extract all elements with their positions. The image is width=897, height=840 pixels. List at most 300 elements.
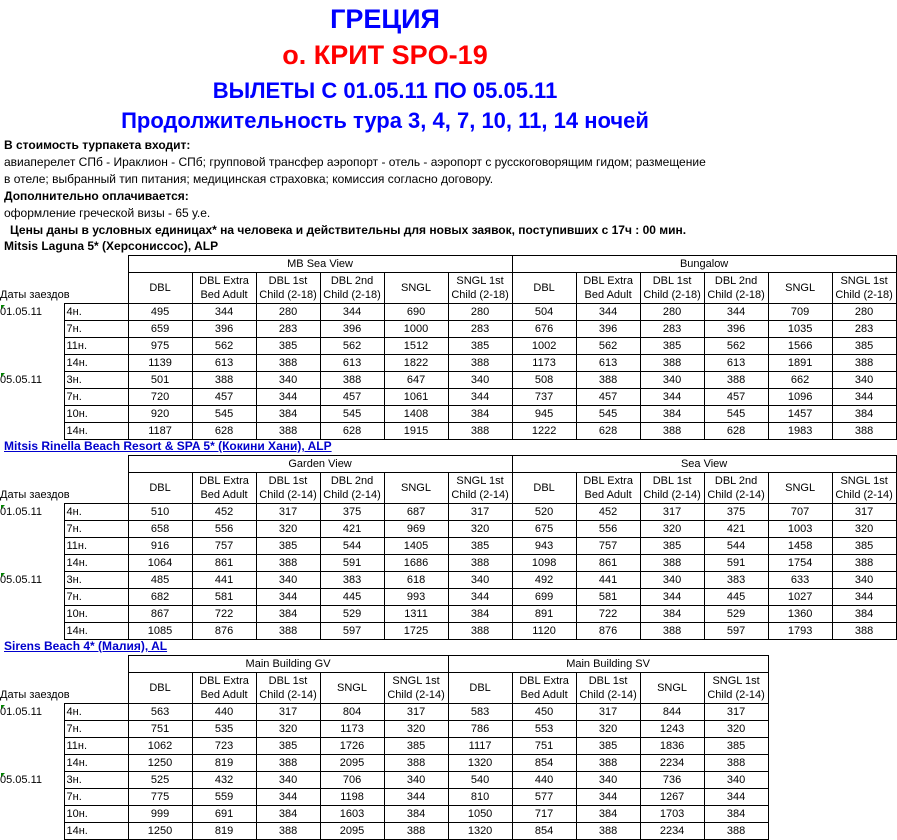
column-header: SNGL 1st Child (2-18) bbox=[832, 273, 896, 304]
column-header: SNGL 1st Child (2-18) bbox=[448, 273, 512, 304]
table-row bbox=[0, 721, 768, 738]
price-cell: 535 bbox=[192, 721, 256, 738]
nights-cell: 3н. bbox=[64, 772, 128, 789]
price-cell: 1311 bbox=[384, 606, 448, 623]
column-header: SNGL 1st Child (2-14) bbox=[704, 673, 768, 704]
column-header: DBL bbox=[448, 673, 512, 704]
column-header-row bbox=[0, 473, 896, 504]
price-cell: 1822 bbox=[384, 355, 448, 372]
price-cell: 385 bbox=[704, 738, 768, 755]
price-cell: 540 bbox=[448, 772, 512, 789]
price-cell: 722 bbox=[576, 606, 640, 623]
price-cell: 1173 bbox=[512, 355, 576, 372]
arrival-date bbox=[0, 704, 64, 772]
column-header: DBL 1st Child (2-14) bbox=[640, 473, 704, 504]
room-type-header: Main Building SV bbox=[448, 656, 768, 673]
price-cell: 317 bbox=[256, 504, 320, 521]
table-row bbox=[0, 606, 896, 623]
dates-label: Даты заездов bbox=[0, 289, 70, 301]
price-cell: 559 bbox=[192, 789, 256, 806]
price-cell: 344 bbox=[704, 304, 768, 321]
price-cell: 2234 bbox=[640, 823, 704, 840]
price-cell: 445 bbox=[704, 589, 768, 606]
price-cell: 2234 bbox=[640, 755, 704, 772]
included-title: В стоимость турпакета входит: bbox=[4, 138, 191, 152]
price-cell: 1512 bbox=[384, 338, 448, 355]
nights-cell: 7н. bbox=[64, 721, 128, 738]
price-cell: 441 bbox=[192, 572, 256, 589]
price-cell: 662 bbox=[768, 372, 832, 389]
price-cell: 388 bbox=[640, 623, 704, 640]
price-cell: 545 bbox=[704, 406, 768, 423]
price-cell: 1408 bbox=[384, 406, 448, 423]
price-cell: 320 bbox=[640, 521, 704, 538]
price-cell: 545 bbox=[320, 406, 384, 423]
nights-cell: 7н. bbox=[64, 321, 128, 338]
price-cell: 317 bbox=[832, 504, 896, 521]
price-cell: 1915 bbox=[384, 423, 448, 440]
price-cell: 388 bbox=[640, 555, 704, 572]
price-cell: 591 bbox=[320, 555, 384, 572]
arrival-date bbox=[0, 304, 64, 372]
nights-cell: 7н. bbox=[64, 789, 128, 806]
price-cell: 628 bbox=[576, 423, 640, 440]
prices-note: Цены даны в условных единицах* на человека и действительны для новых заявок, поступивших с 17ч : 00 мин. bbox=[10, 223, 687, 237]
price-cell: 920 bbox=[128, 406, 192, 423]
price-cell: 340 bbox=[384, 772, 448, 789]
price-cell: 320 bbox=[448, 521, 512, 538]
price-cell: 819 bbox=[192, 755, 256, 772]
price-cell: 388 bbox=[448, 623, 512, 640]
price-cell: 450 bbox=[512, 704, 576, 721]
price-cell: 388 bbox=[192, 372, 256, 389]
price-cell: 1139 bbox=[128, 355, 192, 372]
price-cell: 618 bbox=[384, 572, 448, 589]
price-cell: 1457 bbox=[768, 406, 832, 423]
price-cell: 340 bbox=[704, 772, 768, 789]
price-cell: 388 bbox=[320, 372, 384, 389]
room-type-header: MB Sea View bbox=[128, 256, 512, 273]
price-cell: 344 bbox=[256, 589, 320, 606]
price-cell: 388 bbox=[256, 823, 320, 840]
price-cell: 384 bbox=[832, 406, 896, 423]
price-cell: 1096 bbox=[768, 389, 832, 406]
nights-cell: 11н. bbox=[64, 338, 128, 355]
column-header: DBL 2nd Child (2-18) bbox=[320, 273, 384, 304]
comment-marker-icon bbox=[1, 305, 5, 309]
price-cell: 385 bbox=[832, 338, 896, 355]
arrival-date bbox=[0, 504, 64, 572]
price-cell: 999 bbox=[128, 806, 192, 823]
price-cell: 344 bbox=[320, 304, 384, 321]
price-cell: 1003 bbox=[768, 521, 832, 538]
price-cell: 597 bbox=[704, 623, 768, 640]
price-cell: 384 bbox=[704, 806, 768, 823]
price-cell: 810 bbox=[448, 789, 512, 806]
column-header: SNGL 1st Child (2-14) bbox=[448, 473, 512, 504]
price-cell: 699 bbox=[512, 589, 576, 606]
price-cell: 421 bbox=[704, 521, 768, 538]
price-cell: 1458 bbox=[768, 538, 832, 555]
price-cell: 388 bbox=[832, 555, 896, 572]
arrival-date-value: 01.05.11 bbox=[0, 505, 43, 518]
price-cell: 388 bbox=[256, 423, 320, 440]
column-header: DBL Extra Bed Adult bbox=[512, 673, 576, 704]
price-cell: 344 bbox=[576, 789, 640, 806]
dates-label: Даты заездов bbox=[0, 689, 70, 701]
column-header: DBL Extra Bed Adult bbox=[576, 473, 640, 504]
price-cell: 757 bbox=[192, 538, 256, 555]
price-cell: 1603 bbox=[320, 806, 384, 823]
price-cell: 737 bbox=[512, 389, 576, 406]
arrival-date-value: 05.05.11 bbox=[0, 573, 43, 586]
column-header: DBL bbox=[128, 473, 192, 504]
price-cell: 344 bbox=[448, 589, 512, 606]
price-cell: 628 bbox=[704, 423, 768, 440]
price-cell: 562 bbox=[704, 338, 768, 355]
price-cell: 945 bbox=[512, 406, 576, 423]
price-cell: 385 bbox=[576, 738, 640, 755]
table-row bbox=[0, 738, 768, 755]
hotel-title-0: Mitsis Laguna 5* (Херсониссос), ALP bbox=[4, 239, 219, 253]
price-cell: 1173 bbox=[320, 721, 384, 738]
price-cell: 320 bbox=[704, 721, 768, 738]
price-cell: 556 bbox=[576, 521, 640, 538]
price-cell: 317 bbox=[576, 704, 640, 721]
price-cell: 1120 bbox=[512, 623, 576, 640]
price-cell: 1320 bbox=[448, 823, 512, 840]
price-cell: 388 bbox=[832, 355, 896, 372]
room-type-header: Main Building GV bbox=[128, 656, 448, 673]
price-cell: 613 bbox=[192, 355, 256, 372]
price-cell: 1000 bbox=[384, 321, 448, 338]
price-cell: 501 bbox=[128, 372, 192, 389]
price-cell: 384 bbox=[256, 406, 320, 423]
room-type-header: Garden View bbox=[128, 456, 512, 473]
price-cell: 1703 bbox=[640, 806, 704, 823]
price-cell: 457 bbox=[704, 389, 768, 406]
price-cell: 581 bbox=[576, 589, 640, 606]
nights-cell: 3н. bbox=[64, 372, 128, 389]
price-cell: 320 bbox=[384, 721, 448, 738]
price-cell: 344 bbox=[832, 589, 896, 606]
nights-cell: 14н. bbox=[64, 555, 128, 572]
comment-marker-icon bbox=[1, 773, 5, 777]
price-cell: 388 bbox=[384, 755, 448, 772]
column-header: DBL 1st Child (2-18) bbox=[640, 273, 704, 304]
price-cell: 717 bbox=[512, 806, 576, 823]
price-cell: 1098 bbox=[512, 555, 576, 572]
price-cell: 421 bbox=[320, 521, 384, 538]
price-cell: 751 bbox=[128, 721, 192, 738]
column-header: DBL Extra Bed Adult bbox=[576, 273, 640, 304]
price-cell: 384 bbox=[448, 406, 512, 423]
price-cell: 1983 bbox=[768, 423, 832, 440]
price-cell: 344 bbox=[384, 789, 448, 806]
nights-cell: 14н. bbox=[64, 623, 128, 640]
price-cell: 280 bbox=[256, 304, 320, 321]
price-cell: 563 bbox=[128, 704, 192, 721]
price-cell: 723 bbox=[192, 738, 256, 755]
nights-cell: 11н. bbox=[64, 738, 128, 755]
arrival-date-value: 05.05.11 bbox=[0, 773, 43, 786]
nights-cell: 4н. bbox=[64, 304, 128, 321]
price-cell: 344 bbox=[256, 789, 320, 806]
price-cell: 861 bbox=[576, 555, 640, 572]
price-cell: 344 bbox=[640, 589, 704, 606]
price-cell: 1267 bbox=[640, 789, 704, 806]
price-cell: 344 bbox=[448, 389, 512, 406]
price-cell: 1250 bbox=[128, 755, 192, 772]
nights-cell: 14н. bbox=[64, 755, 128, 772]
price-cell: 492 bbox=[512, 572, 576, 589]
price-cell: 432 bbox=[192, 772, 256, 789]
hotel-title-1[interactable]: Mitsis Rinella Beach Resort & SPA 5* (Кокини Хани), ALP bbox=[4, 439, 332, 453]
price-cell: 675 bbox=[512, 521, 576, 538]
price-cell: 1360 bbox=[768, 606, 832, 623]
table-row bbox=[0, 823, 768, 840]
price-cell: 529 bbox=[704, 606, 768, 623]
column-header: DBL 2nd Child (2-14) bbox=[704, 473, 768, 504]
price-cell: 388 bbox=[448, 423, 512, 440]
table-row bbox=[0, 521, 896, 538]
nights-cell: 14н. bbox=[64, 355, 128, 372]
table-row bbox=[0, 389, 896, 406]
price-cell: 440 bbox=[192, 704, 256, 721]
price-cell: 529 bbox=[320, 606, 384, 623]
column-header: SNGL bbox=[640, 673, 704, 704]
price-cell: 854 bbox=[512, 823, 576, 840]
price-cell: 375 bbox=[320, 504, 384, 521]
extra-line: оформление греческой визы - 65 у.е. bbox=[4, 206, 211, 220]
price-cell: 545 bbox=[192, 406, 256, 423]
price-cell: 384 bbox=[640, 406, 704, 423]
price-cell: 388 bbox=[448, 355, 512, 372]
column-header: SNGL bbox=[384, 473, 448, 504]
price-cell: 577 bbox=[512, 789, 576, 806]
price-cell: 340 bbox=[576, 772, 640, 789]
price-cell: 344 bbox=[704, 789, 768, 806]
included-line-2: в отеле; выбранный тип питания; медицинская страховка; комиссия согласно договору. bbox=[4, 172, 494, 186]
price-cell: 320 bbox=[576, 721, 640, 738]
nights-cell: 7н. bbox=[64, 589, 128, 606]
table-row bbox=[0, 789, 768, 806]
price-cell: 520 bbox=[512, 504, 576, 521]
price-cell: 613 bbox=[704, 355, 768, 372]
room-header-row bbox=[0, 256, 896, 273]
column-header: DBL bbox=[512, 273, 576, 304]
price-cell: 385 bbox=[640, 538, 704, 555]
price-table bbox=[0, 655, 769, 840]
price-cell: 1793 bbox=[768, 623, 832, 640]
table-row bbox=[0, 338, 896, 355]
price-cell: 388 bbox=[832, 623, 896, 640]
price-cell: 1035 bbox=[768, 321, 832, 338]
price-cell: 2095 bbox=[320, 755, 384, 772]
price-cell: 388 bbox=[256, 755, 320, 772]
price-cell: 1836 bbox=[640, 738, 704, 755]
hotel-title-2[interactable]: Sirens Beach 4* (Малия), AL bbox=[4, 639, 168, 653]
comment-marker-icon bbox=[1, 705, 5, 709]
price-cell: 562 bbox=[320, 338, 384, 355]
price-cell: 388 bbox=[384, 823, 448, 840]
price-cell: 340 bbox=[256, 372, 320, 389]
price-cell: 320 bbox=[256, 521, 320, 538]
price-cell: 388 bbox=[576, 823, 640, 840]
included-line-1: авиаперелет СПб - Ираклион - СПб; групповой трансфер аэропорт - отель - аэропорт с русскоговорящим гидом; размещение bbox=[4, 155, 706, 169]
table-row bbox=[0, 755, 768, 772]
departures-heading: ВЫЛЕТЫ С 01.05.11 ПО 05.05.11 bbox=[212, 78, 558, 103]
price-cell: 1405 bbox=[384, 538, 448, 555]
price-cell: 628 bbox=[192, 423, 256, 440]
table-row bbox=[0, 406, 896, 423]
price-cell: 597 bbox=[320, 623, 384, 640]
price-cell: 544 bbox=[320, 538, 384, 555]
table-row bbox=[0, 806, 768, 823]
price-cell: 385 bbox=[256, 738, 320, 755]
price-cell: 385 bbox=[448, 338, 512, 355]
price-cell: 388 bbox=[576, 755, 640, 772]
nights-cell: 3н. bbox=[64, 572, 128, 589]
price-cell: 452 bbox=[576, 504, 640, 521]
column-header: DBL 2nd Child (2-14) bbox=[320, 473, 384, 504]
price-cell: 544 bbox=[704, 538, 768, 555]
price-cell: 525 bbox=[128, 772, 192, 789]
price-cell: 1222 bbox=[512, 423, 576, 440]
price-cell: 457 bbox=[192, 389, 256, 406]
price-cell: 495 bbox=[128, 304, 192, 321]
room-header-row bbox=[0, 656, 768, 673]
page-title-island: о. КРИТ SPO-19 bbox=[282, 40, 488, 70]
nights-cell: 7н. bbox=[64, 521, 128, 538]
arrival-date-value: 01.05.11 bbox=[0, 705, 43, 718]
table-row bbox=[0, 321, 896, 338]
price-cell: 375 bbox=[704, 504, 768, 521]
price-cell: 1754 bbox=[768, 555, 832, 572]
nights-cell: 10н. bbox=[64, 806, 128, 823]
price-cell: 384 bbox=[256, 606, 320, 623]
price-cell: 317 bbox=[704, 704, 768, 721]
table-row bbox=[0, 572, 896, 589]
comment-marker-icon bbox=[1, 373, 5, 377]
price-cell: 340 bbox=[640, 372, 704, 389]
price-cell: 457 bbox=[320, 389, 384, 406]
price-cell: 819 bbox=[192, 823, 256, 840]
price-cell: 581 bbox=[192, 589, 256, 606]
column-header: SNGL 1st Child (2-14) bbox=[832, 473, 896, 504]
price-cell: 385 bbox=[256, 338, 320, 355]
price-cell: 385 bbox=[448, 538, 512, 555]
arrival-date bbox=[0, 772, 64, 840]
price-cell: 1002 bbox=[512, 338, 576, 355]
table-row bbox=[0, 772, 768, 789]
price-cell: 633 bbox=[768, 572, 832, 589]
page-title-country: ГРЕЦИЯ bbox=[330, 4, 440, 34]
price-cell: 1726 bbox=[320, 738, 384, 755]
price-cell: 1062 bbox=[128, 738, 192, 755]
price-cell: 1061 bbox=[384, 389, 448, 406]
price-cell: 383 bbox=[320, 572, 384, 589]
column-header: DBL Extra Bed Adult bbox=[192, 673, 256, 704]
price-cell: 687 bbox=[384, 504, 448, 521]
price-cell: 722 bbox=[192, 606, 256, 623]
table-row bbox=[0, 704, 768, 721]
price-cell: 545 bbox=[576, 406, 640, 423]
column-header: DBL 1st Child (2-14) bbox=[256, 673, 320, 704]
column-header: DBL 1st Child (2-14) bbox=[576, 673, 640, 704]
price-cell: 969 bbox=[384, 521, 448, 538]
room-header-row bbox=[0, 456, 896, 473]
price-cell: 613 bbox=[320, 355, 384, 372]
price-cell: 1085 bbox=[128, 623, 192, 640]
price-cell: 876 bbox=[192, 623, 256, 640]
price-cell: 388 bbox=[256, 555, 320, 572]
price-cell: 317 bbox=[448, 504, 512, 521]
price-cell: 384 bbox=[832, 606, 896, 623]
column-header: DBL bbox=[512, 473, 576, 504]
room-type-header: Bungalow bbox=[512, 256, 896, 273]
price-cell: 1566 bbox=[768, 338, 832, 355]
price-cell: 775 bbox=[128, 789, 192, 806]
price-cell: 508 bbox=[512, 372, 576, 389]
price-cell: 384 bbox=[640, 606, 704, 623]
arrival-date-value: 05.05.11 bbox=[0, 373, 43, 386]
price-cell: 280 bbox=[448, 304, 512, 321]
price-cell: 396 bbox=[192, 321, 256, 338]
price-cell: 340 bbox=[448, 572, 512, 589]
column-header: DBL 2nd Child (2-18) bbox=[704, 273, 768, 304]
price-cell: 562 bbox=[192, 338, 256, 355]
price-cell: 344 bbox=[576, 304, 640, 321]
price-cell: 283 bbox=[640, 321, 704, 338]
price-cell: 916 bbox=[128, 538, 192, 555]
price-cell: 556 bbox=[192, 521, 256, 538]
price-cell: 583 bbox=[448, 704, 512, 721]
price-cell: 757 bbox=[576, 538, 640, 555]
price-cell: 628 bbox=[320, 423, 384, 440]
price-cell: 388 bbox=[576, 372, 640, 389]
column-header: SNGL bbox=[768, 473, 832, 504]
price-cell: 613 bbox=[576, 355, 640, 372]
price-cell: 396 bbox=[704, 321, 768, 338]
column-header: SNGL bbox=[384, 273, 448, 304]
price-cell: 385 bbox=[640, 338, 704, 355]
price-cell: 876 bbox=[576, 623, 640, 640]
price-cell: 388 bbox=[256, 355, 320, 372]
table-row bbox=[0, 355, 896, 372]
price-cell: 344 bbox=[192, 304, 256, 321]
table-row bbox=[0, 304, 896, 321]
price-cell: 340 bbox=[832, 372, 896, 389]
price-cell: 340 bbox=[832, 572, 896, 589]
dates-label: Даты заездов bbox=[0, 489, 70, 501]
price-cell: 340 bbox=[256, 572, 320, 589]
price-cell: 804 bbox=[320, 704, 384, 721]
nights-cell: 14н. bbox=[64, 823, 128, 840]
price-cell: 510 bbox=[128, 504, 192, 521]
price-cell: 317 bbox=[640, 504, 704, 521]
price-cell: 706 bbox=[320, 772, 384, 789]
price-cell: 1725 bbox=[384, 623, 448, 640]
price-cell: 707 bbox=[768, 504, 832, 521]
price-cell: 445 bbox=[320, 589, 384, 606]
price-cell: 975 bbox=[128, 338, 192, 355]
table-row bbox=[0, 623, 896, 640]
price-cell: 452 bbox=[192, 504, 256, 521]
column-header: DBL Extra Bed Adult bbox=[192, 273, 256, 304]
column-header: SNGL bbox=[768, 273, 832, 304]
column-header-row bbox=[0, 273, 896, 304]
